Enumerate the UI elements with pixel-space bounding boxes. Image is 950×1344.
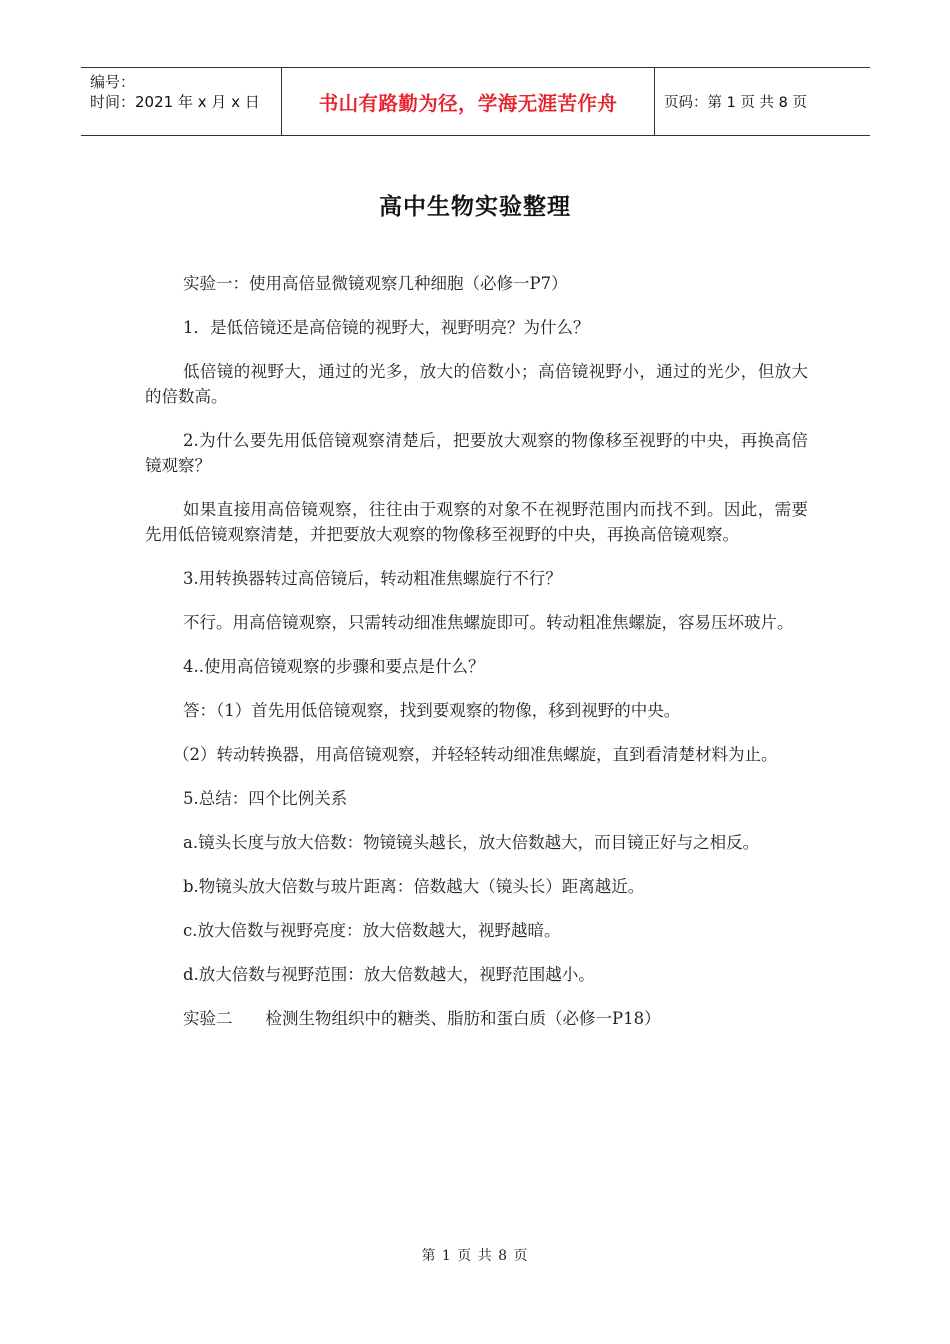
- paragraph: 5.总结：四个比例关系: [183, 789, 348, 808]
- paragraph: d.放大倍数与视野范围：放大倍数越大，视野范围越小。: [183, 965, 595, 984]
- paragraph: 低倍镜的视野大，通过的光多，放大的倍数小；高倍镜视野小，通过的光少，但放大的倍数高。: [145, 362, 808, 406]
- paragraph: 1．是低倍镜还是高倍镜的视野大，视野明亮？为什么？: [183, 318, 590, 337]
- paragraph: （2）转动转换器，用高倍镜观察，并轻轻转动细准焦螺旋，直到看清楚材料为止。: [173, 745, 778, 764]
- paragraph: c.放大倍数与视野亮度：放大倍数越大，视野越暗。: [183, 921, 561, 940]
- document-title: 高中生物实验整理: [379, 194, 571, 220]
- code-label: 编号：: [90, 73, 136, 91]
- date-label: 时间：2021 年 x 月 x 日: [90, 93, 260, 111]
- header-page-info: 页码：第 1 页 共 8 页: [664, 95, 807, 111]
- paragraph: a.镜头长度与放大倍数：物镜镜头越长，放大倍数越大，而目镜正好与之相反。: [183, 833, 760, 852]
- page-footer: 第 1 页 共 8 页: [421, 1248, 529, 1264]
- header-table: [81, 67, 870, 136]
- paragraph: 实验二 检测生物组织中的糖类、脂肪和蛋白质（必修一P18）: [183, 1009, 661, 1028]
- paragraph: b.物镜头放大倍数与玻片距离：倍数越大（镜头长）距离越近。: [183, 877, 645, 896]
- paragraph: 答：（1）首先用低倍镜观察，找到要观察的物像，移到视野的中央。: [183, 701, 681, 720]
- paragraph: 4..使用高倍镜观察的步骤和要点是什么？: [183, 657, 485, 676]
- paragraph: 不行。用高倍镜观察，只需转动细准焦螺旋即可。转动粗准焦螺旋，容易压坏玻片。: [183, 613, 794, 632]
- paragraph: 2.为什么要先用低倍镜观察清楚后，把要放大观察的物像移至视野的中央，再换高倍镜观察？: [145, 431, 808, 475]
- paragraph: 3.用转换器转过高倍镜后，转动粗准焦螺旋行不行？: [183, 569, 562, 588]
- paragraph: 如果直接用高倍镜观察，往往由于观察的对象不在视野范围内而找不到。因此，需要先用低倍镜观察清楚，并把要放大观察的物像移至视野的中央，再换高倍镜观察。: [145, 500, 808, 544]
- paragraph: 实验一：使用高倍显微镜观察几种细胞（必修一P7）: [183, 274, 568, 293]
- header-meta: [81, 68, 281, 135]
- header-motto: 书山有路勤为径，学海无涯苦作舟: [281, 68, 655, 135]
- document-body: [145, 271, 808, 1050]
